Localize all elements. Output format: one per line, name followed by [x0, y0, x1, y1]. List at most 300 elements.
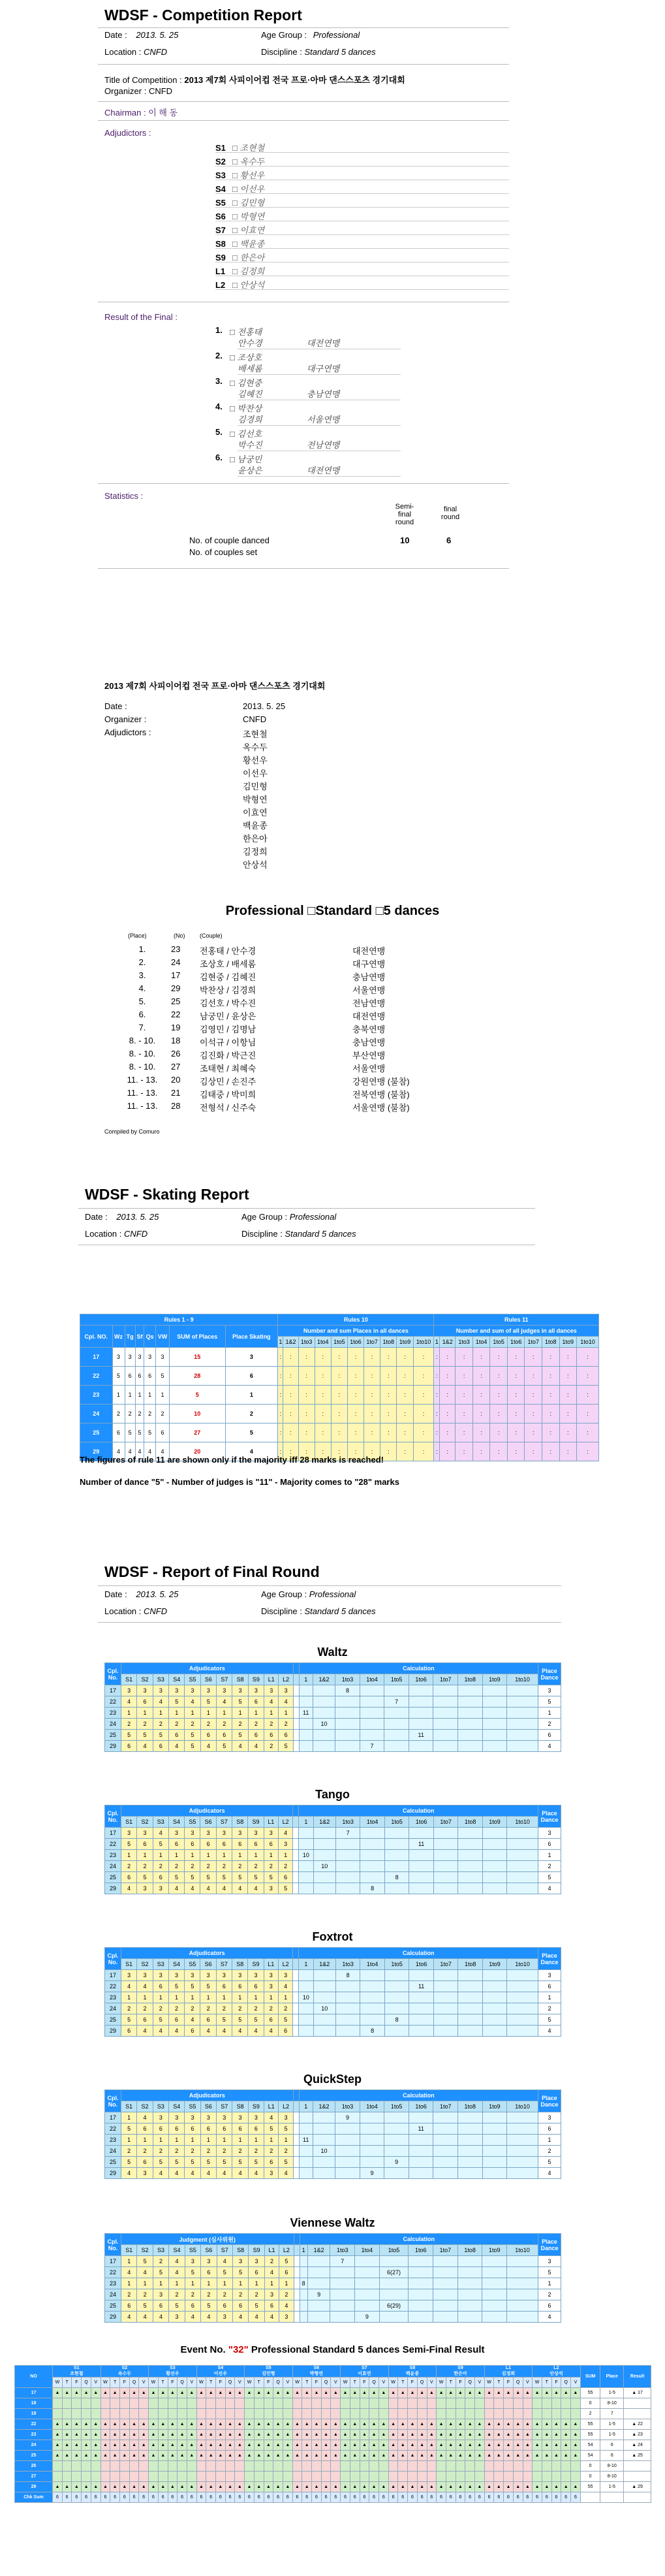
- judge-header: S2: [137, 1674, 153, 1685]
- sf-mark: ▲: [446, 2451, 456, 2461]
- sf-dance-letter: Q: [225, 2377, 235, 2388]
- sf-check-cell: 6: [196, 2492, 206, 2503]
- judge-mark: 2: [232, 2289, 248, 2300]
- rule10-cell: :: [380, 1405, 397, 1423]
- dance-place: 2: [156, 1405, 170, 1423]
- calc-cell: 9: [360, 2168, 384, 2179]
- sf-mark: ▲: [321, 2419, 331, 2430]
- calc-cell: [355, 2300, 380, 2312]
- sf-dance-letter: F: [456, 2377, 465, 2388]
- sf-check-cell: 6: [513, 2492, 523, 2503]
- judge-mark: 4: [200, 2026, 216, 2037]
- sf-mark: [129, 2472, 139, 2482]
- sf-judge-header: [484, 2366, 533, 2377]
- sf-row: [15, 2482, 651, 2492]
- rule11-cell: :: [542, 1405, 559, 1423]
- rule11-cell: :: [525, 1367, 542, 1386]
- sf-mark: ▲: [446, 2430, 456, 2440]
- dance-place: 6: [156, 1423, 170, 1442]
- result-name-2: 윤상은: [238, 464, 401, 477]
- judge-mark: 5: [217, 2267, 232, 2278]
- calc-cell: [507, 2278, 538, 2289]
- sf-mark: ▲: [292, 2430, 302, 2440]
- dance-place: 2: [135, 1405, 144, 1423]
- dance-row: [105, 1741, 561, 1752]
- calc-cell: [409, 2267, 433, 2278]
- rule10-cell: :: [331, 1405, 347, 1423]
- sf-mark: ▲: [245, 2388, 255, 2398]
- sf-mark: [465, 2409, 475, 2419]
- judge-header: S9: [248, 1674, 264, 1685]
- sf-mark: ▲: [120, 2482, 130, 2492]
- couple-number: 23: [105, 1992, 121, 2003]
- rule10-cell: :: [380, 1367, 397, 1386]
- judge-mark: 2: [232, 1719, 248, 1730]
- judge-mark: 3: [264, 1685, 279, 1696]
- couple-number: 24: [105, 2289, 121, 2300]
- sf-couple-number: 17: [15, 2388, 53, 2398]
- place-sum: 10: [170, 1405, 226, 1423]
- sf-mark: ▲: [101, 2451, 110, 2461]
- sf-mark: [225, 2472, 235, 2482]
- sf-row: [15, 2409, 651, 2419]
- dance-row: [105, 2003, 561, 2014]
- judge-header: L2: [279, 1674, 293, 1685]
- calc-cell: [330, 2278, 355, 2289]
- cpl-header: Cpl. No.: [105, 1948, 121, 1970]
- skating-table: [80, 1314, 599, 1461]
- calc-cell: [507, 2014, 538, 2026]
- judge-mark: 5: [232, 2014, 248, 2026]
- judge-mark: 3: [248, 2112, 264, 2123]
- sf-mark: ▲: [273, 2451, 283, 2461]
- dance-place: 4: [125, 1442, 135, 1461]
- sf-check-cell: 6: [206, 2492, 216, 2503]
- judge-mark: 5: [121, 2157, 137, 2168]
- calc-cell: [384, 1828, 409, 1839]
- summary-couple: 김진화 / 박근진: [200, 1051, 256, 1060]
- adjudicator-row: [215, 223, 509, 235]
- judge-mark: 4: [169, 2256, 185, 2267]
- sf-mark: [331, 2409, 341, 2419]
- calc-cell: [482, 2112, 507, 2123]
- place-skating: 4: [225, 1442, 278, 1461]
- calc-col-header: 1to7: [433, 2245, 458, 2256]
- couple-number: 25: [105, 2157, 121, 2168]
- sf-mark: [91, 2409, 101, 2419]
- adjudicator-row: [215, 168, 509, 180]
- sf-dance-letter: V: [139, 2377, 149, 2388]
- couple-number: 24: [105, 2146, 121, 2157]
- rule11-cell: :: [559, 1348, 577, 1367]
- judge-mark: 6: [264, 2157, 279, 2168]
- judge-mark: 3: [216, 1970, 232, 1981]
- judge-mark: 5: [200, 1981, 216, 1992]
- judge-header: S4: [168, 1959, 184, 1970]
- sf-mark: ▲: [369, 2388, 379, 2398]
- dance-table: [104, 2233, 561, 2323]
- rules-10-header: Rules 10: [278, 1314, 434, 1326]
- sf-mark: ▲: [312, 2440, 322, 2451]
- sf-mark: [542, 2472, 551, 2482]
- sf-judge-header: [292, 2366, 341, 2377]
- dance-place: 6: [125, 1367, 135, 1386]
- sf-mark: ▲: [235, 2430, 245, 2440]
- dance-row: [105, 2014, 561, 2026]
- summary-number: 21: [171, 1088, 181, 1098]
- calc-cell: [482, 2278, 507, 2289]
- skating-note-2: Number of dance "5" - Number of judges is "11" - Majority comes to "28" marks: [80, 1477, 399, 1487]
- rule11-cell: :: [456, 1348, 473, 1367]
- calc-cell: [433, 2014, 457, 2026]
- calc-cell: [458, 2157, 483, 2168]
- sf-dance-letter: F: [168, 2377, 178, 2388]
- result-place: 1.: [215, 325, 223, 335]
- rule11-cell: :: [434, 1348, 440, 1367]
- judge-mark: 3: [121, 1685, 137, 1696]
- sf-mark: [235, 2409, 245, 2419]
- sf-mark: ▲: [494, 2482, 504, 2492]
- judge-mark: 5: [153, 1839, 168, 1850]
- sf-couple-number: 29: [15, 2482, 53, 2492]
- rule10-cell: :: [298, 1405, 315, 1423]
- sf-mark: ▲: [321, 2430, 331, 2440]
- sf-mark: [91, 2398, 101, 2409]
- sf-mark: [245, 2461, 255, 2472]
- rule11-cell: :: [525, 1442, 542, 1461]
- judge-mark: 3: [264, 1970, 278, 1981]
- sf-mark: [101, 2472, 110, 2482]
- sf-mark: [110, 2472, 120, 2482]
- calc-col-header: 1&2: [313, 2101, 335, 2112]
- rule10-cell: :: [315, 1348, 331, 1367]
- calc-cell: [360, 2146, 384, 2157]
- skating-col-header: Cpl. NO.: [80, 1326, 113, 1348]
- judge-mark: 5: [169, 2300, 185, 2312]
- judge-mark: 6: [232, 2300, 248, 2312]
- calc-col-header: 1: [299, 1959, 313, 1970]
- rule11-cell: :: [434, 1386, 440, 1405]
- calc-col-header: 1to3: [335, 1674, 360, 1685]
- sf-dance-letter: Q: [513, 2377, 523, 2388]
- judge-mark: 1: [248, 1708, 264, 1719]
- calc-cell: [458, 1708, 483, 1719]
- sf-dance-letter: V: [571, 2377, 581, 2388]
- sf-mark: [110, 2409, 120, 2419]
- rule11-cell: :: [507, 1442, 525, 1461]
- summary-place: 7.: [138, 1023, 146, 1032]
- calc-cell: [335, 2003, 360, 2014]
- judge-mark: 3: [137, 1828, 153, 1839]
- judge-mark: 2: [168, 1861, 184, 1872]
- calc-cell: [313, 1992, 335, 2003]
- calc-cell: [458, 1685, 483, 1696]
- calc-col-header: 1to4: [355, 2245, 380, 2256]
- judge-header: S9: [249, 2245, 264, 2256]
- sf-mark: [120, 2472, 130, 2482]
- rule11-cell: :: [559, 1405, 577, 1423]
- calc-col-header: 1to6: [409, 1959, 433, 1970]
- dance-row: [105, 1970, 561, 1981]
- calc-cell: [330, 2312, 355, 2323]
- sf-mark: ▲: [264, 2482, 273, 2492]
- calc-cell: [299, 2112, 313, 2123]
- calc-cell: [482, 2289, 507, 2300]
- sf-check-cell: 6: [331, 2492, 341, 2503]
- summary-adjudicator: 백윤종: [243, 821, 268, 831]
- calc-cell: [507, 2123, 538, 2135]
- sf-mark: ▲: [542, 2440, 551, 2451]
- sf-mark: ▲: [72, 2451, 82, 2461]
- judge-mark: 5: [232, 2267, 248, 2278]
- sf-mark: [139, 2409, 149, 2419]
- sf-mark: [533, 2409, 542, 2419]
- judge-header: S7: [217, 1674, 232, 1685]
- sf-check-cell: 6: [350, 2492, 360, 2503]
- sf-mark: ▲: [245, 2482, 255, 2492]
- couple-number: 24: [105, 1719, 121, 1730]
- rule10-cell: :: [364, 1442, 380, 1461]
- calc-cell: [299, 2014, 313, 2026]
- sf-row: [15, 2461, 651, 2472]
- sf-row: [15, 2419, 651, 2430]
- sf-mark: [456, 2461, 465, 2472]
- sf-mark: ▲: [216, 2388, 226, 2398]
- rule10-cell: :: [397, 1405, 413, 1423]
- dance-name: Foxtrot: [312, 1930, 353, 1943]
- sf-mark: [206, 2461, 216, 2472]
- sf-check-cell: 6: [475, 2492, 485, 2503]
- couple-number: 23: [105, 1708, 121, 1719]
- judge-mark: 1: [121, 1708, 137, 1719]
- judge-mark: 2: [264, 2256, 279, 2267]
- sf-mark: ▲: [302, 2430, 312, 2440]
- calc-cell: [457, 2256, 482, 2267]
- calc-cell: [458, 1839, 482, 1850]
- sf-mark: ▲: [101, 2388, 110, 2398]
- calc-col-header: 1: [299, 1817, 313, 1828]
- sf-mark: ▲: [369, 2440, 379, 2451]
- sf-dance-letter: Q: [465, 2377, 475, 2388]
- judge-mark: 2: [153, 1719, 168, 1730]
- judge-mark: 6: [201, 2267, 217, 2278]
- sf-mark: [321, 2472, 331, 2482]
- rule11-cell: :: [490, 1423, 508, 1442]
- judge-mark: 3: [168, 1970, 184, 1981]
- calc-cell: [335, 1850, 360, 1861]
- summary-place: 8. - 10.: [129, 1036, 156, 1045]
- calc-cell: [507, 2256, 538, 2267]
- rule10-cell: :: [380, 1423, 397, 1442]
- judge-mark: 1: [278, 1992, 292, 2003]
- sf-mark: [302, 2472, 312, 2482]
- place-col-header: 1to3: [456, 1337, 473, 1348]
- judge-mark: 1: [137, 1850, 153, 1861]
- skating-title: WDSF - Skating Report: [85, 1186, 249, 1203]
- calc-col-header: 1to7: [433, 2101, 458, 2112]
- calc-cell: 9: [355, 2312, 380, 2323]
- judge-mark: 2: [217, 2146, 232, 2157]
- result-place: 2.: [215, 351, 223, 360]
- judge-mark: 5: [264, 1872, 278, 1883]
- judge-mark: 4: [201, 2312, 217, 2323]
- adjudicator-row: [215, 210, 509, 221]
- sf-check-cell: 6: [456, 2492, 465, 2503]
- sf-mark: ▲: [321, 2388, 331, 2398]
- stats-value-final: 6: [446, 535, 452, 545]
- sf-mark: ▲: [178, 2419, 187, 2430]
- calc-cell: [458, 1883, 482, 1894]
- judge-mark: 1: [279, 1708, 293, 1719]
- summary-date: 2013. 5. 25: [243, 701, 286, 711]
- calc-cell: [482, 1992, 506, 2003]
- calc-cell: [299, 1981, 313, 1992]
- judge-mark: 6: [232, 1981, 248, 1992]
- place-col-header: 1: [434, 1337, 440, 1348]
- couple-number: 24: [105, 2003, 121, 2014]
- sf-dance-letter: W: [149, 2377, 159, 2388]
- sf-mark: ▲: [283, 2388, 292, 2398]
- sf-check-cell: 6: [484, 2492, 494, 2503]
- sf-mark: ▲: [417, 2482, 427, 2492]
- result-name-1: □ 박찬상: [230, 404, 262, 413]
- sf-judge-name: 옥수두: [117, 2372, 131, 2376]
- chairman-label: Chairman :: [104, 108, 146, 118]
- location-label: Location :: [104, 47, 142, 57]
- sf-mark: ▲: [91, 2451, 101, 2461]
- rule11-cell: :: [507, 1367, 525, 1386]
- sf-check-cell: 6: [388, 2492, 398, 2503]
- summary-number: 28: [171, 1101, 181, 1111]
- calc-cell: [458, 2014, 482, 2026]
- dance-place: 2: [144, 1405, 156, 1423]
- sf-mark: ▲: [571, 2388, 581, 2398]
- rule11-cell: :: [440, 1423, 456, 1442]
- rule10-cell: :: [380, 1348, 397, 1367]
- calc-cell: 8: [384, 1872, 409, 1883]
- judge-mark: 5: [168, 1872, 184, 1883]
- calc-cell: [384, 1883, 409, 1894]
- calc-cell: [458, 1992, 482, 2003]
- sf-mark: ▲: [331, 2451, 341, 2461]
- rule10-cell: :: [331, 1423, 347, 1442]
- sf-mark: ▲: [206, 2440, 216, 2451]
- calc-cell: [313, 2135, 335, 2146]
- sf-mark: ▲: [216, 2451, 226, 2461]
- sf-mark: ▲: [139, 2440, 149, 2451]
- rule11-cell: :: [434, 1442, 440, 1461]
- sf-mark: ▲: [139, 2482, 149, 2492]
- summary-club: 대구연맹: [352, 959, 386, 969]
- sf-mark: ▲: [62, 2388, 72, 2398]
- sf-mark: [273, 2409, 283, 2419]
- place-col-header: 1to9: [559, 1337, 577, 1348]
- dance-row: [105, 2146, 561, 2157]
- adjudicator-code: S7: [215, 225, 226, 235]
- calc-cell: 7: [330, 2256, 355, 2267]
- sf-mark: [168, 2409, 178, 2419]
- sf-mark: [388, 2461, 398, 2472]
- judge-header: S8: [232, 2101, 248, 2112]
- place-dance: 1: [538, 1992, 561, 2003]
- sf-mark: ▲: [283, 2482, 292, 2492]
- calc-cell: [457, 2289, 482, 2300]
- sf-mark: ▲: [91, 2482, 101, 2492]
- judge-mark: 4: [232, 1883, 248, 1894]
- sf-mark: [369, 2461, 379, 2472]
- judge-mark: 2: [121, 2289, 137, 2300]
- judge-mark: 4: [264, 1696, 279, 1708]
- rule10-cell: :: [347, 1405, 363, 1423]
- rule10-cell: :: [315, 1405, 331, 1423]
- judge-mark: 6: [248, 2123, 264, 2135]
- summary-adjudicator: 박형연: [243, 795, 268, 804]
- rule11-cell: :: [456, 1442, 473, 1461]
- calc-cell: [313, 2168, 335, 2179]
- skating-date: 2013. 5. 25: [116, 1212, 159, 1222]
- sf-mark: ▲: [62, 2430, 72, 2440]
- sf-check-cell: 6: [437, 2492, 446, 2503]
- sf-mark: ▲: [551, 2430, 561, 2440]
- sf-mark: ▲: [168, 2440, 178, 2451]
- sf-mark: [139, 2472, 149, 2482]
- calc-cell: [313, 1828, 335, 1839]
- sf-sum: 55: [580, 2388, 600, 2398]
- judge-header: S3: [153, 1674, 168, 1685]
- judge-mark: 6: [169, 2123, 185, 2135]
- discipline-value: Standard 5 dances: [304, 47, 376, 57]
- judge-mark: 2: [200, 1719, 216, 1730]
- calc-cell: [482, 2135, 507, 2146]
- semifinal-title: [0, 2344, 665, 2355]
- calc-cell: [482, 2123, 507, 2135]
- sf-mark: ▲: [571, 2451, 581, 2461]
- organizer-value: CNFD: [148, 86, 173, 96]
- summary-club: 대전연맹: [352, 1011, 386, 1021]
- sf-check-cell: 6: [417, 2492, 427, 2503]
- sf-mark: [312, 2398, 322, 2409]
- calc-col-header: 1to9: [482, 1959, 506, 1970]
- calc-cell: [409, 2300, 433, 2312]
- sf-mark: ▲: [62, 2451, 72, 2461]
- sf-mark: ▲: [53, 2388, 63, 2398]
- sf-mark: ▲: [187, 2440, 196, 2451]
- sf-mark: [321, 2409, 331, 2419]
- calc-cell: [458, 1861, 482, 1872]
- judge-header: S8: [232, 1959, 248, 1970]
- sf-mark: [187, 2398, 196, 2409]
- summary-org: CNFD: [243, 714, 267, 724]
- calc-cell: [409, 1741, 433, 1752]
- calc-cell: [409, 1708, 433, 1719]
- judge-mark: 3: [278, 1970, 292, 1981]
- calc-cell: [313, 2157, 335, 2168]
- sf-mark: ▲: [417, 2440, 427, 2451]
- judge-mark: 3: [137, 1970, 153, 1981]
- judge-mark: 3: [137, 1883, 153, 1894]
- sf-mark: ▲: [91, 2388, 101, 2398]
- calc-col-header: 1to4: [360, 1674, 384, 1685]
- judge-mark: 6: [153, 1741, 168, 1752]
- sf-mark: [513, 2472, 523, 2482]
- sf-mark: ▲: [465, 2440, 475, 2451]
- rule11-cell: :: [440, 1348, 456, 1367]
- rule10-cell: :: [397, 1423, 413, 1442]
- sf-judge-name: 이효연: [358, 2372, 371, 2376]
- judge-mark: 5: [137, 2256, 153, 2267]
- calc-cell: [360, 2135, 384, 2146]
- dance-row: [105, 1861, 561, 1872]
